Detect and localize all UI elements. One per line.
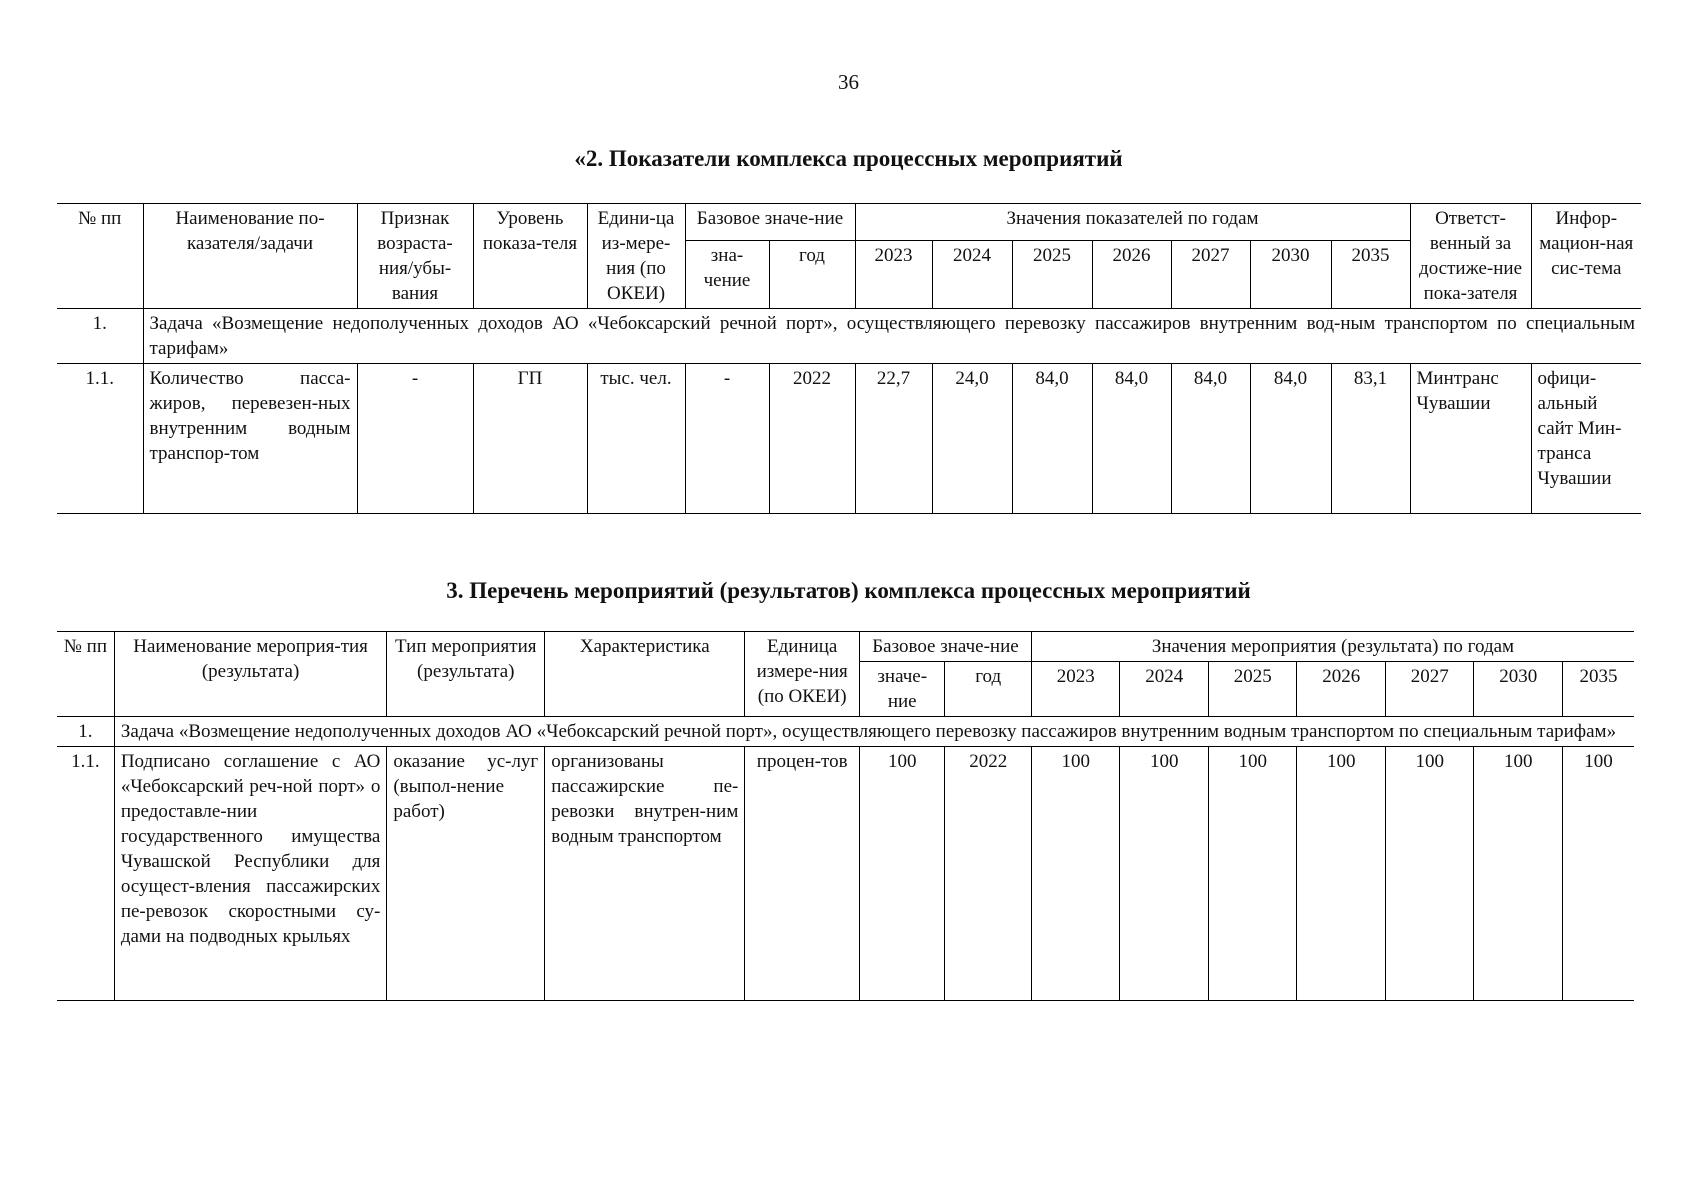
section-3-title: 3. Перечень мероприятий (результатов) комплекса процессных мероприятий	[446, 578, 1251, 603]
row-responsible: Минтранс Чувашии	[1410, 364, 1531, 514]
task-text: Задача «Возмещение недополученных доходов АО «Чебоксарский речной порт», осуществляющего перевозку пассажиров внутренним вод-ным транспортом по специальным тарифам»	[143, 309, 1641, 364]
row-name: Количество пасса-жиров, перевезен-ных внутренним водным транспор-том	[143, 364, 357, 514]
col-base-value-header: значе-ние	[860, 662, 945, 717]
col-year-header: 2026	[1297, 662, 1386, 717]
row-value-2024: 100	[1120, 747, 1209, 1001]
col-sign-header: Признак возраста-ния/убы-вания	[357, 204, 473, 309]
col-year-header: 2023	[855, 241, 932, 309]
col-year-header: 2027	[1171, 241, 1250, 309]
row-value-2035: 100	[1562, 747, 1634, 1001]
row-value-2035: 83,1	[1331, 364, 1410, 514]
task-row	[57, 717, 1634, 747]
col-name-header: Наименование мероприя-тия (результата)	[114, 632, 387, 717]
header-row	[57, 204, 1641, 241]
row-name: Подписано соглашение с АО «Чебоксарский реч-ной порт» о предоставле-нии государственного имущества Чувашской Республики для осущест-вления пассажирских пе-ревозок скоростными су-дами на подводных крыльях	[114, 747, 387, 1001]
row-level: ГП	[473, 364, 587, 514]
col-base-year-header: год	[769, 241, 855, 309]
col-year-header: 2026	[1092, 241, 1171, 309]
col-year-header: 2024	[1120, 662, 1209, 717]
indicators-table	[57, 203, 1641, 514]
row-value-2027: 84,0	[1171, 364, 1250, 514]
row-base-year: 2022	[945, 747, 1031, 1001]
task-num: 1.	[57, 717, 114, 747]
col-characteristic-header: Характеристика	[545, 632, 745, 717]
row-base-year: 2022	[769, 364, 855, 514]
col-base-year-header: год	[945, 662, 1031, 717]
row-unit: тыс. чел.	[587, 364, 685, 514]
row-value-2030: 84,0	[1250, 364, 1331, 514]
row-value-2030: 100	[1474, 747, 1563, 1001]
col-num-header: № пп	[57, 204, 143, 309]
col-name-header: Наименование по-казателя/задачи	[143, 204, 357, 309]
header-row	[57, 632, 1634, 662]
col-year-header: 2035	[1562, 662, 1634, 717]
col-year-header: 2027	[1385, 662, 1474, 717]
activities-table	[57, 631, 1634, 1001]
col-base-header: Базовое значе-ние	[685, 204, 855, 241]
row-num: 1.1.	[57, 364, 143, 514]
col-base-header: Базовое значе-ние	[860, 632, 1032, 662]
col-year-header: 2025	[1208, 662, 1297, 717]
section-2-title: «2. Показатели комплекса процессных мероприятий	[574, 146, 1123, 171]
row-value-2027: 100	[1385, 747, 1474, 1001]
task-num: 1.	[57, 309, 143, 364]
col-responsible-header: Ответст-венный за достиже-ние пока-зателя	[1410, 204, 1531, 309]
col-type-header: Тип мероприятия (результата)	[387, 632, 545, 717]
row-info-system: офици-альный сайт Мин-транса Чувашии	[1531, 364, 1641, 514]
task-row	[57, 309, 1641, 364]
row-base-value: -	[685, 364, 769, 514]
col-level-header: Уровень показа-теля	[473, 204, 587, 309]
col-year-header: 2030	[1250, 241, 1331, 309]
row-characteristic: организованы пассажирские пе-ревозки внутрен-ним водным транспортом	[545, 747, 745, 1001]
row-value-2023: 100	[1031, 747, 1120, 1001]
table-row	[57, 747, 1634, 1001]
col-years-group-header: Значения показателей по годам	[855, 204, 1410, 241]
row-num: 1.1.	[57, 747, 114, 1001]
row-base-value: 100	[860, 747, 945, 1001]
col-unit-header: Едини-ца из-мере-ния (по ОКЕИ)	[587, 204, 685, 309]
row-value-2025: 84,0	[1012, 364, 1092, 514]
col-year-header: 2025	[1012, 241, 1092, 309]
col-year-header: 2030	[1474, 662, 1563, 717]
col-year-header: 2035	[1331, 241, 1410, 309]
row-value-2026: 84,0	[1092, 364, 1171, 514]
col-base-value-header: зна-чение	[685, 241, 769, 309]
col-year-header: 2024	[932, 241, 1012, 309]
row-unit: процен-тов	[745, 747, 860, 1001]
row-sign: -	[357, 364, 473, 514]
row-value-2024: 24,0	[932, 364, 1012, 514]
col-year-header: 2023	[1031, 662, 1120, 717]
row-value-2023: 22,7	[855, 364, 932, 514]
col-years-group-header: Значения мероприятия (результата) по годам	[1031, 632, 1634, 662]
table-row	[57, 364, 1641, 514]
page-number: 36	[838, 70, 859, 94]
col-num-header: № пп	[57, 632, 114, 717]
col-info-system-header: Инфор-мацион-ная сис-тема	[1531, 204, 1641, 309]
row-value-2025: 100	[1208, 747, 1297, 1001]
row-type: оказание ус-луг (выпол-нение работ)	[387, 747, 545, 1001]
row-value-2026: 100	[1297, 747, 1386, 1001]
col-unit-header: Единица измере-ния (по ОКЕИ)	[745, 632, 860, 717]
task-text: Задача «Возмещение недополученных доходов АО «Чебоксарский речной порт», осуществляющего перевозку пассажиров внутренним водным транспортом по специальным тарифам»	[114, 717, 1634, 747]
